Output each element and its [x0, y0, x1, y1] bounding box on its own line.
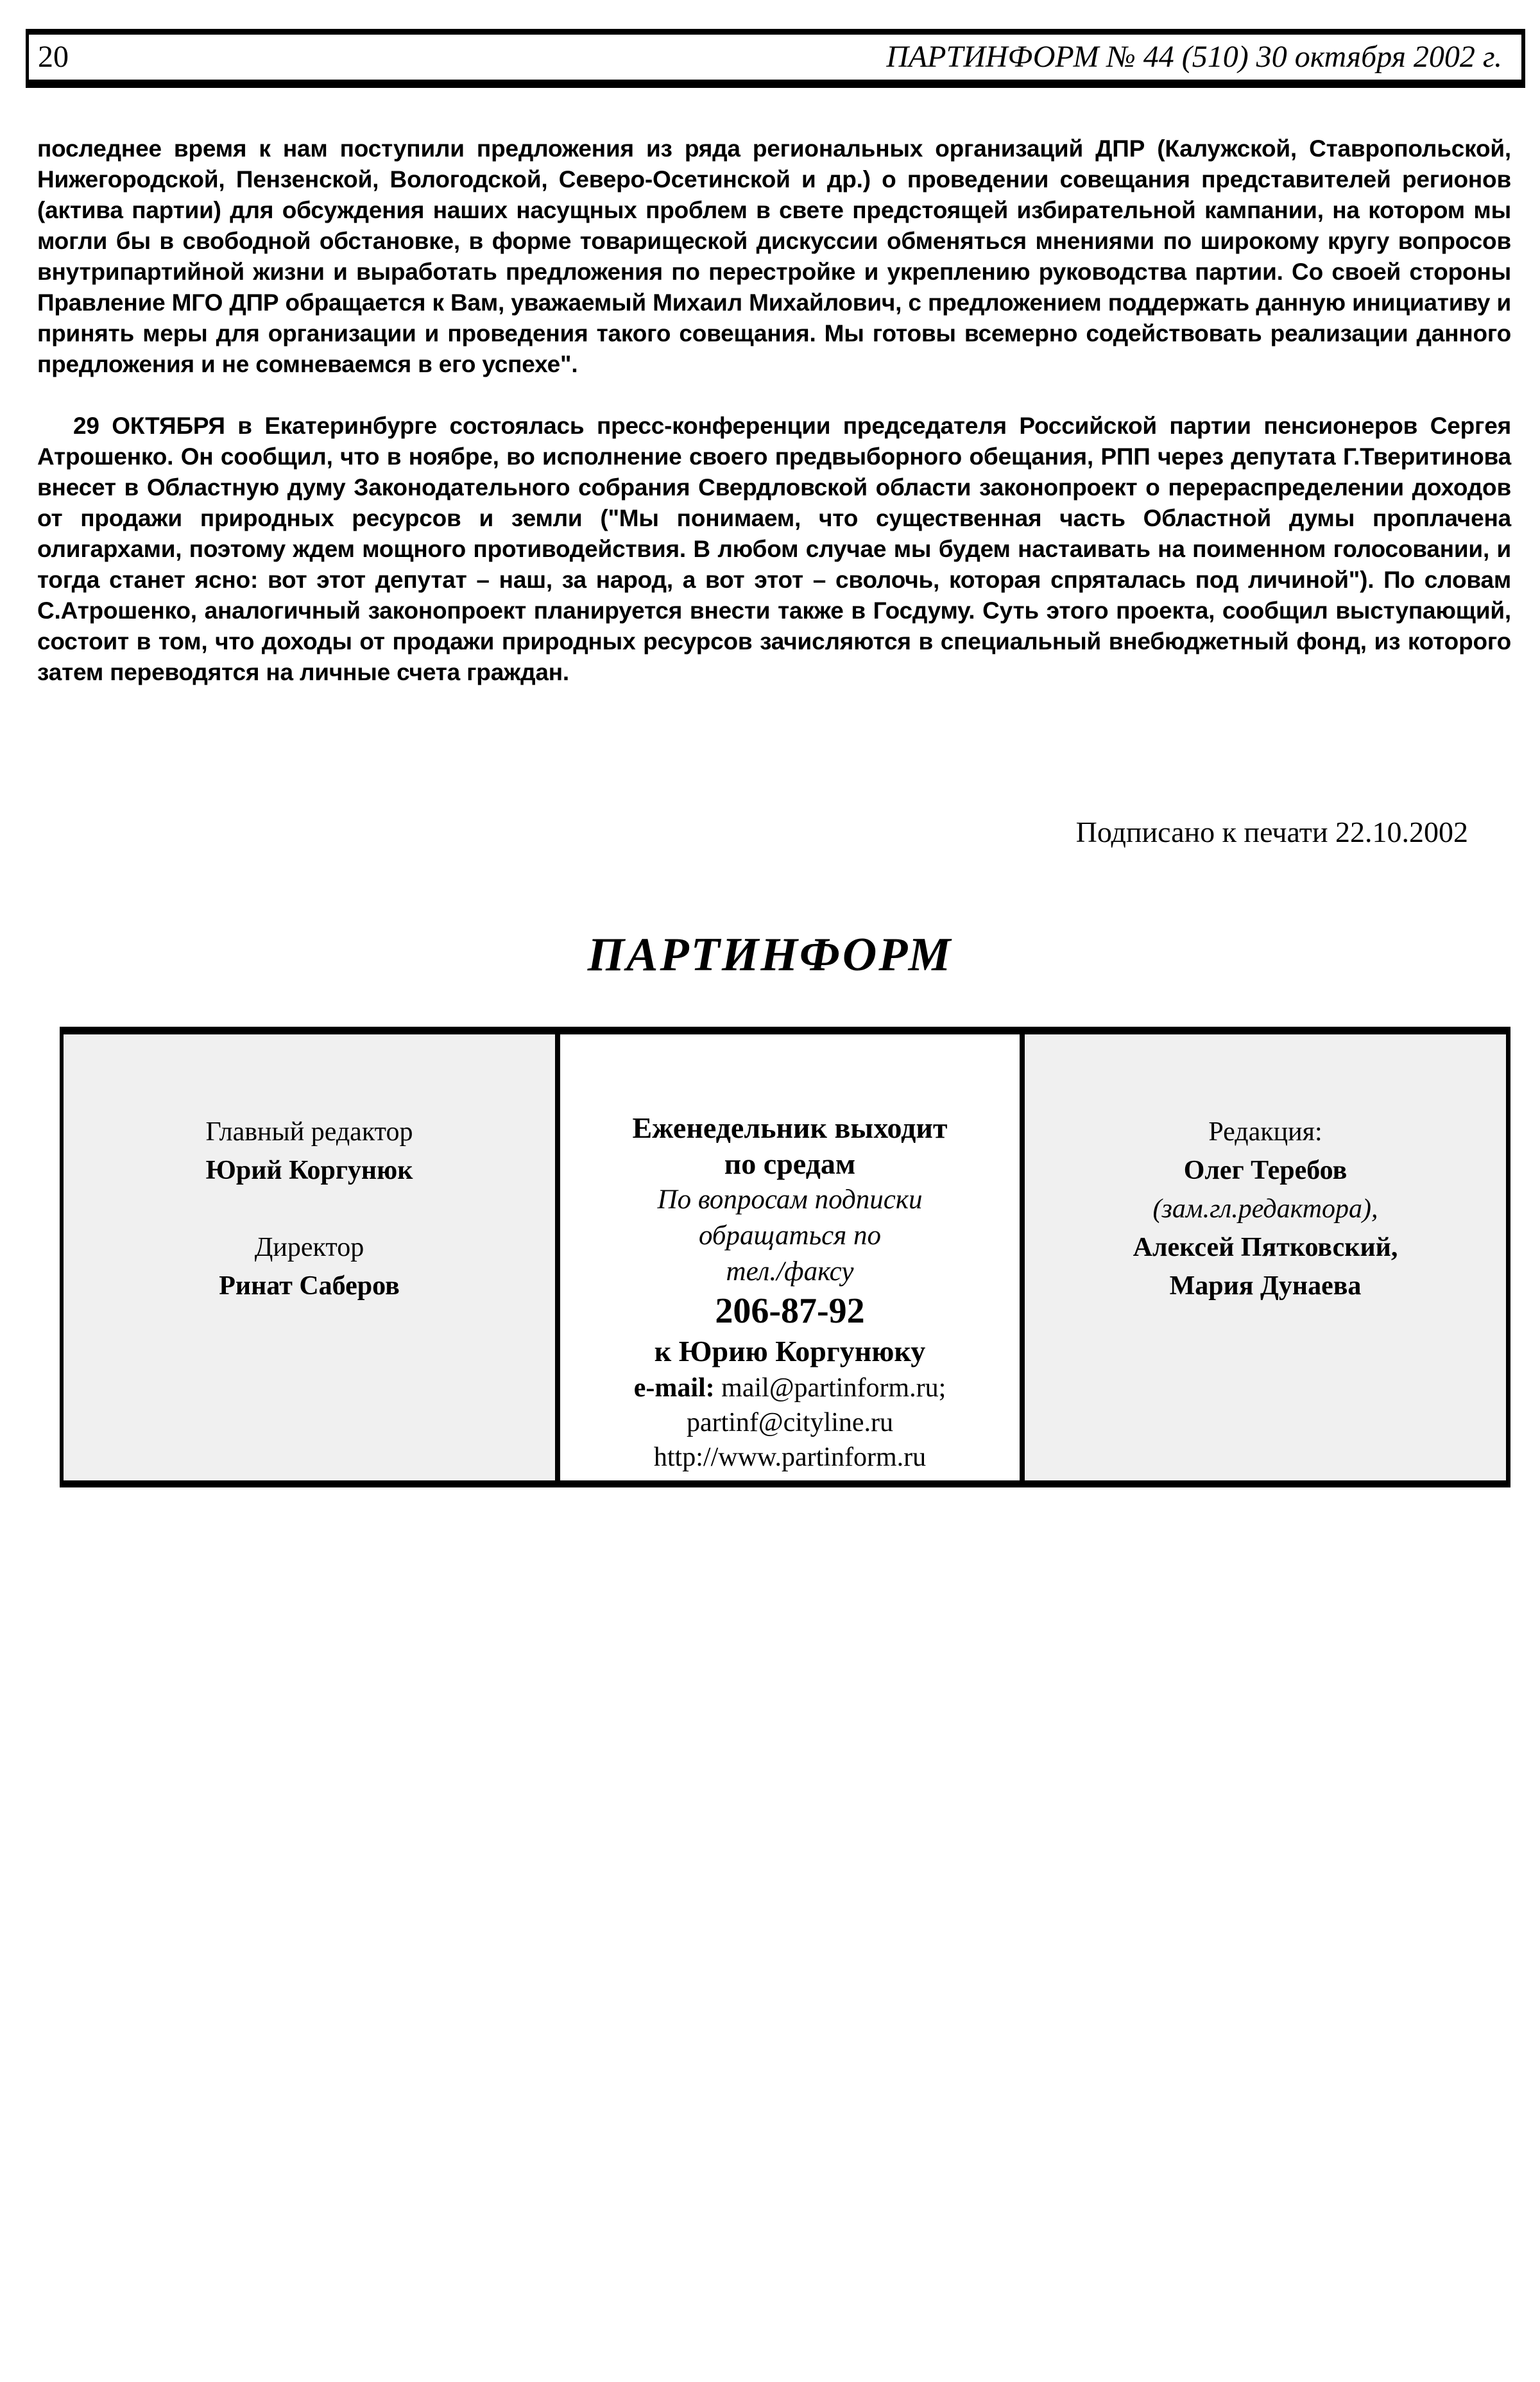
director-name: Ринат Саберов: [219, 1271, 400, 1301]
email-address-1: mail@partinform.ru;: [721, 1373, 946, 1403]
website-url: http://www.partinform.ru: [653, 1443, 927, 1472]
subscription-column: [555, 1034, 1025, 1480]
email-label: e-mail:: [633, 1373, 715, 1403]
paragraph-news-item: 29 ОКТЯБРЯ в Екатеринбурге состоялась пресс-конференции председателя Российской партии пенсионеров Сергея Атрошенко. Он сообщил, что в ноябре, во исполнение своего предвыборного обещания, РПП через депутата Г.Тверитинова внесет в Областную думу Законодательного собрания Свердловской области законопроект о перераспределении доходов от продажи природных ресурсов и земли ("Мы понимаем, что существенная часть Областной думы проплачена олигархами, поэтому ждем мощного противодействия. В любом случае мы будем настаивать на поименном голосовании, и тогда станет ясно: вот этот депутат – наш, за народ, а вот этот – сволочь, которая спряталась под личиной"). По словам С.Атрошенко, аналогичный законопроект планируется внести также в Госдуму. Суть этого проекта, сообщил выступающий, состоит в том, что доходы от продажи природных ресурсов зачисляются в специальный внебюджетный фонд, из которого затем переводятся на личные счета граждан.: [37, 413, 1511, 685]
masthead-title: ПАРТИНФОРМ: [587, 929, 953, 981]
email-address-2: partinf@cityline.ru: [686, 1408, 894, 1437]
editorial-member-1-role: (зам.гл.редактора),: [1152, 1194, 1378, 1224]
subscription-note-3: тел./факсу: [726, 1256, 854, 1287]
article-body: [37, 133, 1511, 688]
page-header: [26, 29, 1525, 88]
editorial-member-3: Мария Дунаева: [1169, 1271, 1362, 1301]
spacer: [64, 1190, 555, 1228]
contact-person: к Юрию Коргунюку: [654, 1335, 926, 1367]
editorial-heading: Редакция:: [1208, 1117, 1322, 1147]
email-line: [560, 1371, 1020, 1405]
journal-title: ПАРТИНФОРМ № 44 (510) 30 октября 2002 г.: [886, 40, 1502, 74]
page-number: 20: [38, 40, 69, 74]
paragraph-continuation: последнее время к нам поступили предложения из ряда региональных организаций ДПР (Калужской, Ставропольской, Нижегородской, Пензенской, Вологодской, Северо-Осетинской и др.) о проведении совещания представителей регионов (актива партии) для обсуждения наших насущных проблем в свете предстоящей избирательной кампании, на котором мы могли бы в свободной обстановке, в форме товарищеской дискуссии обменяться мнениями по широкому кругу вопросов внутрипартийной жизни и выработать предложения по перестройке и укреплению руководства партии. Со своей стороны Правление МГО ДПР обращается к Вам, уважаемый Михаил Михайлович, с предложением поддержать данную инициативу и принять меры для организации и проведения такого совещания. Мы готовы всемерно содействовать реализации данного предложения и не сомневаемся в его успехе".: [37, 135, 1511, 377]
subscription-note-2: обращаться по: [698, 1221, 882, 1251]
masthead-table: [60, 1027, 1510, 1487]
editor-name: Юрий Коргунюк: [205, 1156, 413, 1185]
editorial-member-1: Олег Теребов: [1183, 1156, 1348, 1185]
editor-column: [64, 1034, 555, 1480]
editorial-column: [1025, 1034, 1506, 1480]
director-role-label: Директор: [254, 1233, 364, 1262]
schedule-line-2: по средам: [724, 1147, 856, 1180]
editor-role-label: Главный редактор: [205, 1117, 413, 1147]
subscription-note-1: По вопросам подписки: [657, 1185, 923, 1215]
phone-number: 206-87-92: [715, 1291, 865, 1331]
editorial-member-2: Алексей Пятковский,: [1133, 1233, 1398, 1262]
print-notice: Подписано к печати 22.10.2002: [1075, 816, 1468, 848]
schedule-line-1: Еженедельник выходит: [632, 1111, 948, 1144]
